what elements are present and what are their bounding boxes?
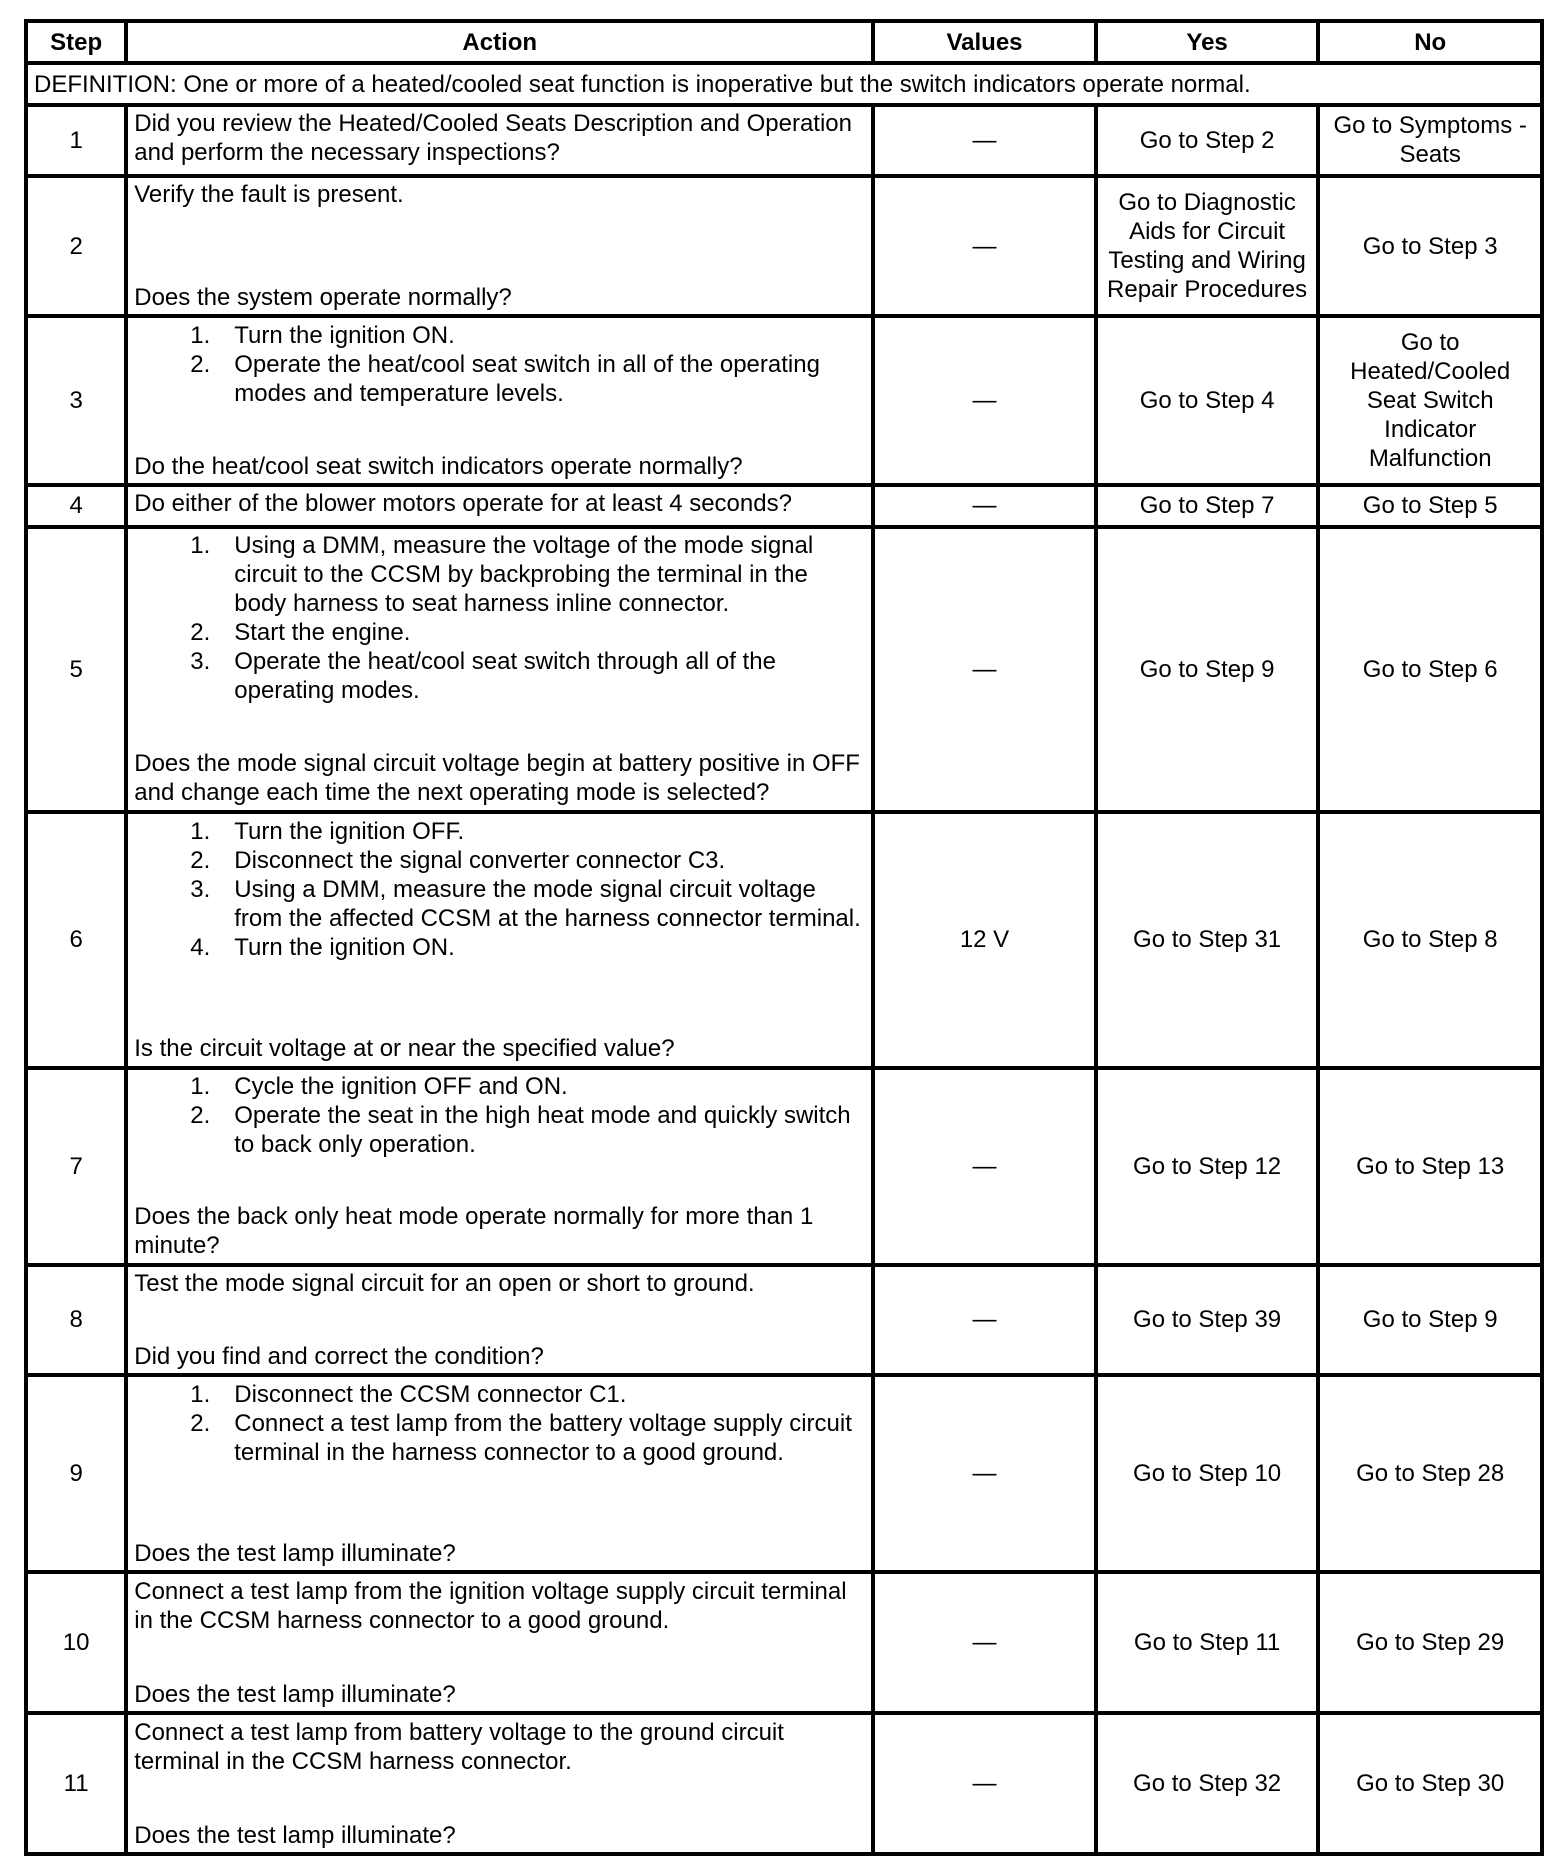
substep-text: Turn the ignition ON.	[234, 933, 455, 961]
step-number: 6	[26, 812, 126, 1067]
action-question: Does the back only heat mode operate normally for more than 1 minute?	[134, 1203, 814, 1260]
value-cell: —	[873, 1068, 1096, 1265]
table-row	[26, 1375, 1542, 1572]
header-step: Step	[26, 21, 126, 63]
substep-item	[134, 1409, 865, 1467]
action-instructions	[134, 489, 865, 518]
action-content	[134, 531, 865, 807]
value-cell: —	[873, 105, 1096, 175]
substep-item	[134, 817, 865, 846]
no-result: Go to Heated/Cooled Seat Switch Indicator Malfunction	[1318, 316, 1542, 485]
substep-number: 3.	[190, 875, 211, 903]
no-result: Go to Step 6	[1318, 527, 1542, 813]
action-question: Do the heat/cool seat switch indicators operate normally?	[134, 452, 743, 480]
substep-text: Operate the heat/cool seat switch through all of the operating modes.	[234, 648, 776, 705]
value-cell: —	[873, 1375, 1096, 1572]
substep-text: Disconnect the signal converter connector C3.	[234, 846, 726, 874]
no-result: Go to Step 8	[1318, 812, 1542, 1067]
substep-item	[134, 1380, 865, 1409]
substep-item	[134, 933, 865, 962]
yes-result: Go to Diagnostic Aids for Circuit Testing and Wiring Repair Procedures	[1096, 176, 1319, 317]
step-number: 4	[26, 485, 126, 526]
step-number: 3	[26, 316, 126, 485]
action-content	[134, 1072, 865, 1260]
action-question: Does the test lamp illuminate?	[134, 1821, 456, 1849]
substep-number: 1.	[190, 532, 211, 560]
substep-item	[134, 1101, 865, 1159]
no-result: Go to Step 29	[1318, 1572, 1542, 1713]
action-content	[134, 180, 865, 312]
substep-list	[134, 817, 865, 962]
action-content	[134, 321, 865, 481]
action-content	[134, 1380, 865, 1568]
step-number: 7	[26, 1068, 126, 1265]
substep-number: 1.	[190, 817, 211, 845]
yes-result: Go to Step 11	[1096, 1572, 1319, 1713]
substep-text: Start the engine.	[234, 619, 411, 647]
substep-text: Turn the ignition ON.	[234, 321, 455, 349]
substep-item	[134, 846, 865, 875]
substep-number: 2.	[190, 846, 211, 874]
value-cell: —	[873, 176, 1096, 317]
action-instructions	[134, 1380, 865, 1467]
substep-item	[134, 531, 865, 618]
value-cell: —	[873, 1265, 1096, 1376]
action-question: Does the test lamp illuminate?	[134, 1680, 456, 1708]
substep-item	[134, 647, 865, 705]
header-no: No	[1318, 21, 1542, 63]
action-cell	[126, 1713, 873, 1854]
yes-result: Go to Step 7	[1096, 485, 1319, 526]
no-result: Go to Step 28	[1318, 1375, 1542, 1572]
action-text: Did you review the Heated/Cooled Seats Description and Operation and perform the necessary inspections?	[134, 110, 852, 167]
substep-number: 2.	[190, 1102, 211, 1130]
yes-result: Go to Step 12	[1096, 1068, 1319, 1265]
header-action: Action	[126, 21, 873, 63]
table-row	[26, 1572, 1542, 1713]
table-row	[26, 176, 1542, 317]
action-instructions	[134, 1577, 865, 1635]
yes-result: Go to Step 39	[1096, 1265, 1319, 1376]
value-cell: —	[873, 1572, 1096, 1713]
action-instructions	[134, 531, 865, 705]
action-content	[134, 817, 865, 1063]
substep-list	[134, 321, 865, 408]
substep-list	[134, 531, 865, 705]
no-result: Go to Step 13	[1318, 1068, 1542, 1265]
action-instructions	[134, 1072, 865, 1159]
action-question: Does the system operate normally?	[134, 284, 512, 312]
header-row	[26, 21, 1542, 63]
action-cell	[126, 812, 873, 1067]
step-number: 8	[26, 1265, 126, 1376]
substep-text: Cycle the ignition OFF and ON.	[234, 1073, 568, 1101]
substep-text: Operate the seat in the high heat mode and quickly switch to back only operation.	[234, 1102, 851, 1159]
action-content	[134, 1577, 865, 1709]
value-cell: —	[873, 485, 1096, 526]
step-number: 10	[26, 1572, 126, 1713]
table-row	[26, 527, 1542, 813]
yes-result: Go to Step 9	[1096, 527, 1319, 813]
step-number: 11	[26, 1713, 126, 1854]
substep-number: 1.	[190, 321, 211, 349]
action-cell	[126, 527, 873, 813]
action-content	[134, 1269, 865, 1371]
value-cell: 12 V	[873, 812, 1096, 1067]
action-text: Test the mode signal circuit for an open or short to ground.	[134, 1269, 755, 1297]
step-number: 9	[26, 1375, 126, 1572]
yes-result: Go to Step 2	[1096, 105, 1319, 175]
no-result: Go to Step 5	[1318, 485, 1542, 526]
table-row	[26, 812, 1542, 1067]
substep-number: 2.	[190, 1409, 211, 1437]
value-cell: —	[873, 1713, 1096, 1854]
action-instructions	[134, 1718, 865, 1776]
action-cell	[126, 105, 873, 175]
action-instructions	[134, 817, 865, 962]
substep-item	[134, 321, 865, 350]
definition-row	[26, 63, 1542, 105]
action-question: Did you find and correct the condition?	[134, 1342, 544, 1370]
substep-item	[134, 1072, 865, 1101]
action-cell	[126, 485, 873, 526]
action-question: Does the mode signal circuit voltage begin at battery positive in OFF and change each time the next operating mode is selected?	[134, 750, 860, 807]
no-result: Go to Step 30	[1318, 1713, 1542, 1854]
step-number: 5	[26, 527, 126, 813]
table-body	[26, 63, 1542, 1854]
substep-text: Turn the ignition OFF.	[234, 817, 465, 845]
table-row	[26, 1713, 1542, 1854]
header-yes: Yes	[1096, 21, 1319, 63]
action-cell	[126, 316, 873, 485]
action-cell	[126, 1375, 873, 1572]
table-row	[26, 485, 1542, 526]
action-text: Do either of the blower motors operate for at least 4 seconds?	[134, 490, 792, 518]
substep-number: 2.	[190, 619, 211, 647]
action-text: Connect a test lamp from the ignition voltage supply circuit terminal in the CCSM harness connector to a good ground.	[134, 1577, 847, 1634]
substep-number: 1.	[190, 1073, 211, 1101]
substep-number: 1.	[190, 1380, 211, 1408]
step-number: 2	[26, 176, 126, 317]
definition-text: DEFINITION: One or more of a heated/cooled seat function is inoperative but the switch indicators operate normal.	[26, 63, 1542, 105]
substep-number: 3.	[190, 648, 211, 676]
action-instructions	[134, 1269, 865, 1298]
table-row	[26, 316, 1542, 485]
table-row	[26, 1265, 1542, 1376]
action-content	[134, 109, 865, 171]
substep-text: Operate the heat/cool seat switch in all of the operating modes and temperature levels.	[234, 350, 820, 407]
substep-text: Using a DMM, measure the voltage of the mode signal circuit to the CCSM by backprobing the terminal in the body harness to seat harness inline connector.	[234, 532, 814, 618]
action-cell	[126, 176, 873, 317]
yes-result: Go to Step 31	[1096, 812, 1319, 1067]
table-row	[26, 105, 1542, 175]
substep-item	[134, 875, 865, 933]
header-values: Values	[873, 21, 1096, 63]
action-content	[134, 489, 865, 522]
action-instructions	[134, 321, 865, 408]
substep-item	[134, 618, 865, 647]
yes-result: Go to Step 32	[1096, 1713, 1319, 1854]
yes-result: Go to Step 10	[1096, 1375, 1319, 1572]
diagnostic-table	[24, 19, 1544, 1856]
substep-number: 4.	[190, 933, 211, 961]
action-cell	[126, 1068, 873, 1265]
no-result: Go to Step 3	[1318, 176, 1542, 317]
action-cell	[126, 1265, 873, 1376]
value-cell: —	[873, 527, 1096, 813]
substep-item	[134, 350, 865, 408]
no-result: Go to Step 9	[1318, 1265, 1542, 1376]
table-row	[26, 1068, 1542, 1265]
substep-text: Connect a test lamp from the battery voltage supply circuit terminal in the harness connector to a good ground.	[234, 1409, 852, 1466]
action-text: Connect a test lamp from battery voltage to the ground circuit terminal in the CCSM harness connector.	[134, 1718, 784, 1775]
substep-list	[134, 1380, 865, 1467]
action-question: Does the test lamp illuminate?	[134, 1539, 456, 1567]
action-content	[134, 1718, 865, 1850]
substep-text: Disconnect the CCSM connector C1.	[234, 1380, 627, 1408]
action-text: Verify the fault is present.	[134, 181, 404, 209]
step-number: 1	[26, 105, 126, 175]
no-result: Go to Symptoms - Seats	[1318, 105, 1542, 175]
substep-text: Using a DMM, measure the mode signal circuit voltage from the affected CCSM at the harness connector terminal.	[234, 875, 861, 932]
substep-list	[134, 1072, 865, 1159]
action-instructions	[134, 180, 865, 209]
action-instructions	[134, 109, 865, 167]
yes-result: Go to Step 4	[1096, 316, 1319, 485]
action-cell	[126, 1572, 873, 1713]
value-cell: —	[873, 316, 1096, 485]
action-question: Is the circuit voltage at or near the specified value?	[134, 1034, 675, 1062]
substep-number: 2.	[190, 350, 211, 378]
